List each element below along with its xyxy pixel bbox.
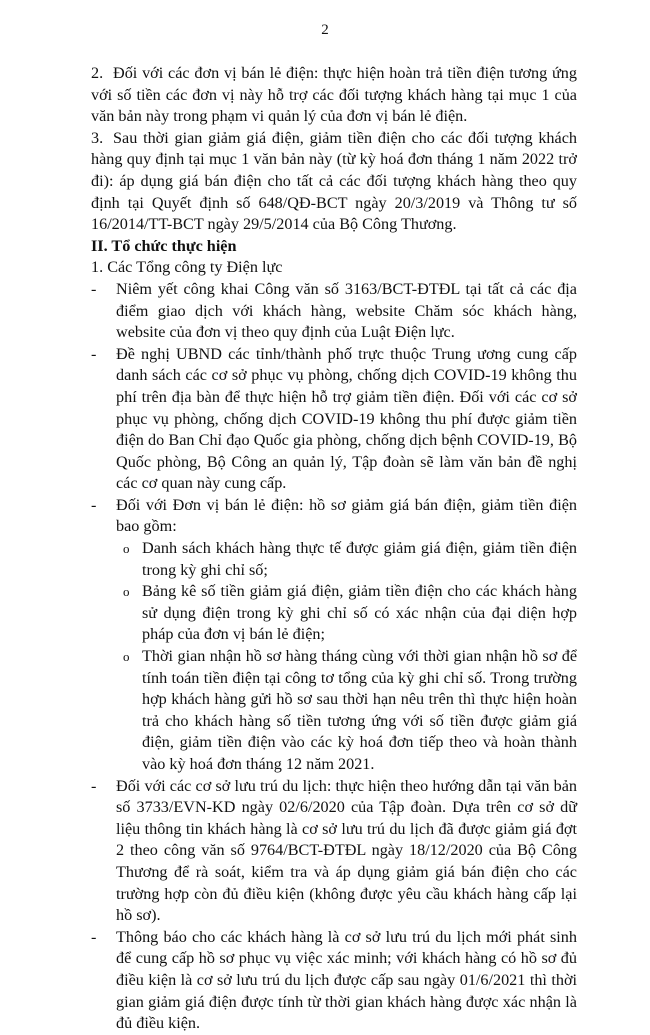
dash-bullet-icon: -	[91, 776, 97, 795]
circle-bullet-icon: o	[123, 541, 130, 557]
list-item	[91, 279, 577, 344]
paragraph-text: Đối với các đơn vị bán lẻ điện: thực hiện hoàn trả tiền điện tương ứng với số tiền các đơn vị này hỗ trợ các đối tượng khách hàng tại mục 1 của văn bản này trong phạm vi quản lý của đơn vị bán lẻ điện.	[91, 64, 577, 126]
list-item-text: Đề nghị UBND các tỉnh/thành phố trực thuộc Trung ương cung cấp danh sách các cơ sở phục vụ phòng, chống dịch COVID-19 không thu phí trên địa bàn để thực hiện hỗ trợ giảm tiền điện. Đối với các cơ sở phục vụ phòng, chống dịch COVID-19 không thu phí được giảm tiền điện do Ban Chỉ đạo Quốc gia phòng, chống dịch bệnh COVID-19, Bộ Quốc phòng, Bộ Công an quản lý, Tập đoàn sẽ làm văn bản đề nghị các cơ quan này cung cấp.	[116, 344, 577, 493]
list-item-text: Đối với Đơn vị bán lẻ điện: hồ sơ giảm giá bán điện, giảm tiền điện bao gồm:	[116, 495, 577, 536]
sub-list-item	[91, 538, 577, 581]
sub-list-item	[91, 646, 577, 776]
sub-list-item	[91, 581, 577, 646]
subsection-heading: 1. Các Tổng công ty Điện lực	[91, 258, 283, 277]
sub-list	[91, 538, 577, 776]
section-heading: II. Tổ chức thực hiện	[91, 236, 237, 255]
circle-bullet-icon: o	[123, 584, 130, 600]
sub-list-item-text: Danh sách khách hàng thực tế được giảm giá điện, giảm tiền điện trong kỳ ghi chỉ số;	[142, 539, 577, 579]
dash-bullet-icon: -	[91, 344, 97, 363]
list-item	[91, 776, 577, 927]
document-body	[91, 63, 577, 1035]
numbered-paragraph-3	[91, 128, 577, 236]
paragraph-text: Sau thời gian giảm giá điện, giảm tiền điện cho các đối tượng khách hàng quy định tại mục 1 văn bản này (từ kỳ hoá đơn tháng 1 năm 2022 trở đi): áp dụng giá bán điện cho tất cả các đối tượng khách hàng theo quy định tại Quyết định số 648/QĐ-BCT ngày 20/3/2019 và Thông tư số 16/2014/TT-BCT ngày 29/5/2014 của Bộ Công Thương.	[91, 128, 577, 234]
paragraph-number: 2.	[91, 64, 104, 82]
list-item-text: Đối với các cơ sở lưu trú du lịch: thực hiện theo hướng dẫn tại văn bản số 3733/EVN-KD ngày 02/6/2020 của Tập đoàn. Dựa trên cơ sở dữ liệu thông tin khách hàng là cơ sở lưu trú du lịch đã được giảm giá đợt 2 theo công văn số 9764/BCT-ĐTĐL ngày 18/12/2020 của Bộ Công Thương để rà soát, kiểm tra và áp dụng giảm giá bán điện cho các trường hợp còn đủ điều kiện (không được yêu cầu khách hàng cấp lại hồ sơ).	[116, 776, 577, 925]
numbered-paragraph-2	[91, 63, 577, 128]
page-number: 2	[321, 22, 329, 38]
list-item	[91, 927, 577, 1035]
dash-bullet-icon: -	[91, 279, 97, 298]
paragraph-number: 3.	[91, 128, 104, 147]
sub-list-item-text: Thời gian nhận hồ sơ hàng tháng cùng với thời gian nhận hồ sơ để tính toán tiền điện tại công tơ tổng của kỳ ghi chỉ số. Trong trường hợp khách hàng gửi hồ sơ sau thời hạn nêu trên thì thực hiện hoàn trả cho khách hàng số tiền tương ứng với số tiền được giảm giá điện, giảm tiền điện vào các kỳ hoá đơn tiếp theo và hoàn thành vào kỳ hoá đơn tháng 12 năm 2021.	[142, 647, 577, 773]
circle-bullet-icon: o	[123, 649, 130, 665]
list-item-text: Niêm yết công khai Công văn số 3163/BCT-ĐTĐL tại tất cả các địa điểm giao dịch với khách hàng, website Chăm sóc khách hàng, website của đơn vị theo quy định của Luật Điện lực.	[116, 279, 577, 342]
dash-bullet-icon: -	[91, 495, 97, 514]
list-item	[91, 344, 577, 495]
list-item	[91, 495, 577, 538]
sub-list-item-text: Bảng kê số tiền giảm giá điện, giảm tiền điện cho các khách hàng sử dụng điện trong kỳ ghi chỉ số có xác nhận của đại diện hợp pháp của đơn vị bán lẻ điện;	[142, 582, 577, 644]
list-item-text: Thông báo cho các khách hàng là cơ sở lưu trú du lịch mới phát sinh để cung cấp hồ sơ phục vụ việc xác minh; với khách hàng có hồ sơ đủ điều kiện là cơ sở lưu trú du lịch được cấp sau ngày 01/6/2021 thì thời gian giảm giá điện được tính từ thời gian khách hàng được xác nhận là đủ điều kiện.	[116, 927, 577, 1033]
dash-bullet-icon: -	[91, 927, 97, 946]
